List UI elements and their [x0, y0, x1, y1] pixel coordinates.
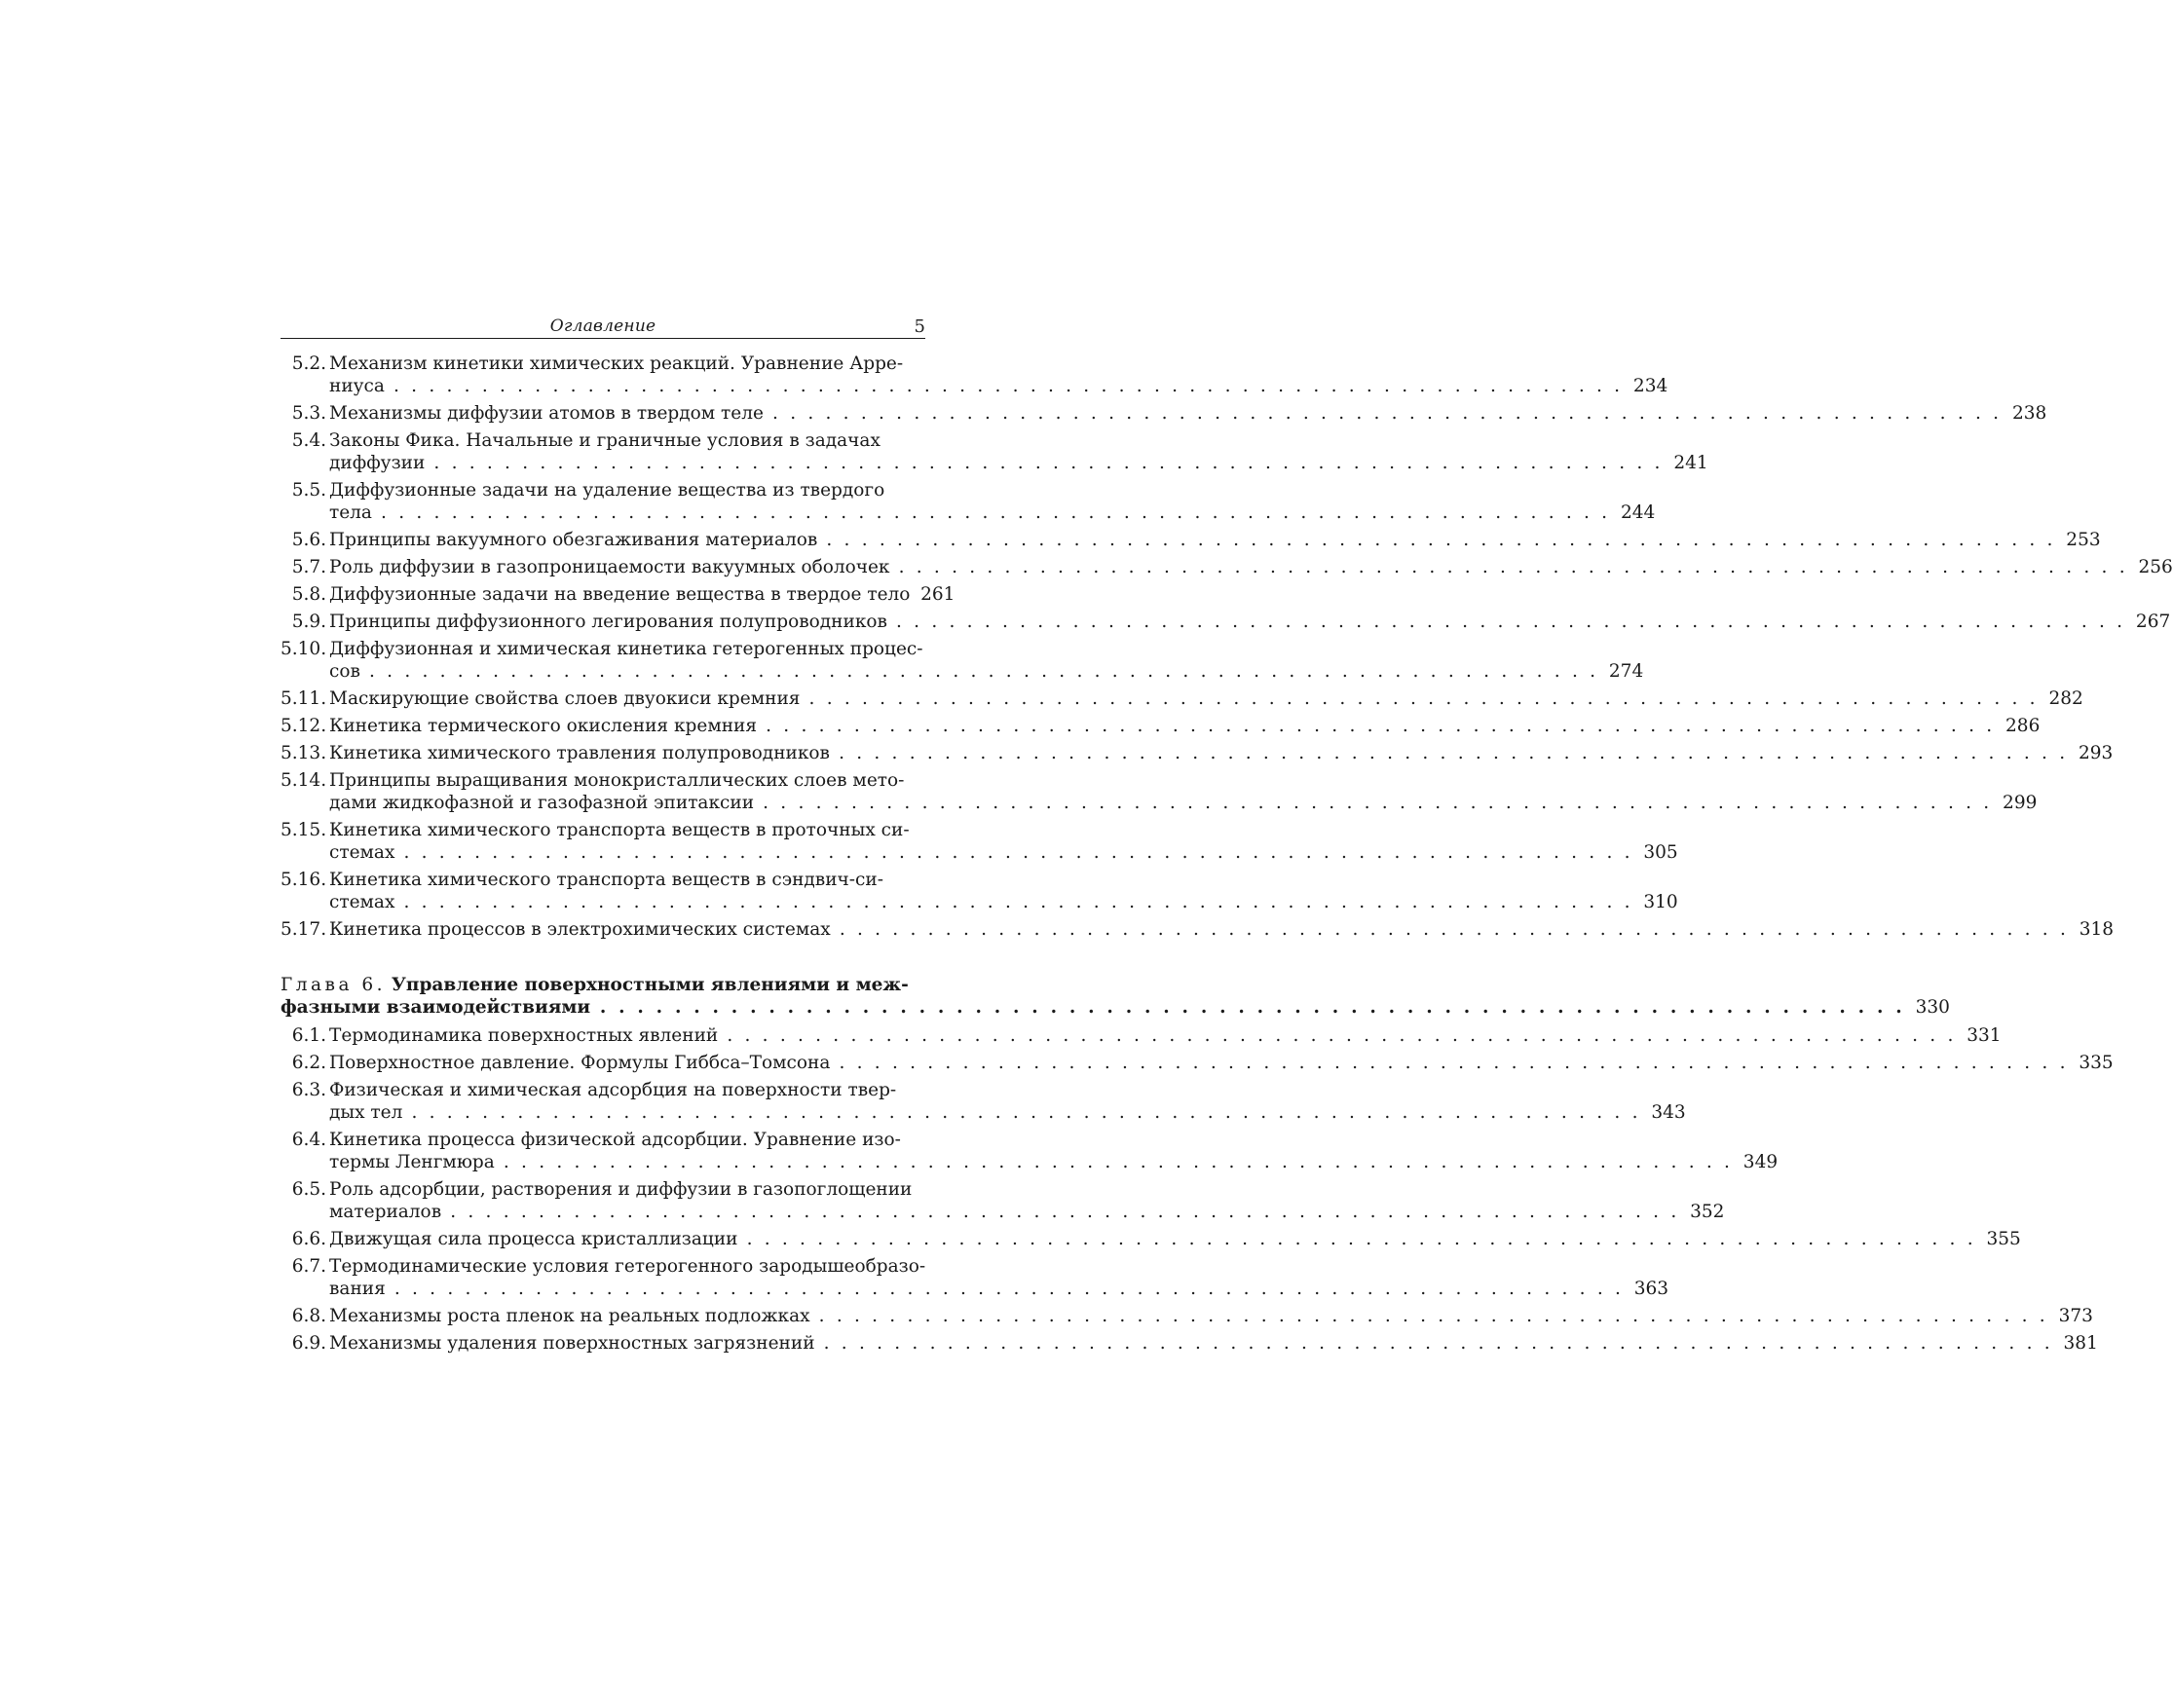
toc-entry-title-line: Механизмы диффузии атомов в твердом теле . . . [329, 402, 2002, 425]
toc-entry-number: 5.12. [281, 716, 327, 736]
chapter-heading[interactable] [281, 974, 1950, 1019]
toc-entry-number: 5.15. [281, 820, 327, 840]
running-header [281, 316, 925, 339]
toc-entry-number: 6.2. [291, 1053, 326, 1073]
toc-entry-number: 5.9. [291, 612, 326, 632]
toc-entry[interactable] [281, 1332, 2098, 1355]
toc-entry[interactable] [281, 1178, 1725, 1223]
toc-entry-title-line: тела . . . [329, 501, 1610, 524]
toc-entry-page: 373 [2058, 1306, 2093, 1326]
toc-entry-number: 5.3. [291, 403, 326, 424]
toc-entry-number: 6.3. [291, 1080, 326, 1100]
toc-entry[interactable] [281, 1305, 2093, 1327]
toc-entry-title-line: Кинетика термического окисления кремния . . . [329, 715, 1995, 737]
toc-entry[interactable] [281, 1052, 2114, 1074]
toc-entry-page: 355 [1986, 1229, 2021, 1249]
toc-entry[interactable] [281, 769, 2038, 814]
toc-entry-title-line: стемах . . . [329, 841, 1633, 864]
toc-entry-page: 349 [1742, 1152, 1779, 1172]
toc-entry-number: 5.10. [281, 639, 327, 659]
toc-entry-number: 5.13. [281, 743, 327, 763]
chapter-page: 330 [1915, 997, 1950, 1018]
toc-entry[interactable] [281, 687, 2083, 710]
toc-entry[interactable] [281, 1129, 1779, 1173]
toc-entry-title-line: Механизмы удаления поверхностных загрязнений . . . [329, 1332, 2053, 1355]
toc-entry-number: 6.6. [291, 1229, 326, 1249]
toc-entry-title-line: Термодинамика поверхностных явлений . . . [329, 1024, 1957, 1047]
toc-entry-page: 363 [1633, 1279, 1669, 1299]
toc-entry[interactable] [281, 1228, 2021, 1250]
toc-entry[interactable] [281, 638, 1644, 683]
toc-entry-title-line: ниуса . . . [329, 375, 1623, 397]
toc-entry-title-line: Поверхностное давление. Формулы Гиббса–Томсона . . . [329, 1052, 2069, 1074]
toc-entry-page: 381 [2063, 1333, 2098, 1354]
toc-entry-title-line: термы Ленгмюра . . . [329, 1151, 1733, 1173]
toc-entry-number: 5.6. [291, 530, 326, 550]
toc-entry-page: 305 [1643, 842, 1678, 863]
toc-entry-number: 6.8. [291, 1306, 326, 1326]
toc-entry-title-line: дых тел . . . [329, 1101, 1641, 1124]
toc-entry-title-line: Кинетика химического травления полупроводников . . . [329, 742, 2068, 764]
toc-entry-page: 310 [1643, 892, 1678, 912]
running-header-title: Оглавление [549, 316, 656, 336]
toc-entry-number: 5.5. [291, 480, 326, 501]
toc-entry-title-line: материалов . . . [329, 1201, 1679, 1223]
toc-entry-page: 256 [2138, 557, 2173, 577]
toc-entry-title-line: Термодинамические условия гетерогенного зародышеобразо- [329, 1256, 926, 1277]
toc-entry[interactable] [281, 1024, 2002, 1047]
toc-entry[interactable] [281, 402, 2047, 425]
toc-entry-page: 343 [1651, 1102, 1686, 1123]
toc-entry-page: 261 [920, 584, 955, 605]
toc-entry-title-line: диффузии . . . [329, 452, 1664, 474]
toc-entry-page: 253 [2066, 530, 2101, 550]
toc-entry[interactable] [281, 429, 1708, 474]
toc-entry[interactable] [281, 1255, 1669, 1300]
toc-entry-title-line: Принципы диффузионного легирования полупроводников . . . [329, 611, 2125, 633]
toc-entry[interactable] [281, 479, 1656, 524]
toc-entry-title-line: Маскирующие свойства слоев двуокиси кремния . . . [329, 687, 2039, 710]
toc-entry-title-line: Законы Фика. Начальные и граничные условия в задачах [329, 430, 880, 451]
toc-entry[interactable] [281, 611, 2171, 633]
toc-entry-number: 5.8. [291, 584, 326, 605]
toc-entry-page: 274 [1608, 661, 1644, 682]
toc-entry-page: 286 [2005, 716, 2041, 736]
toc-entry-title-line: стемах . . . [329, 891, 1633, 913]
toc-entry-number: 6.7. [291, 1256, 326, 1277]
toc-entry-number: 5.16. [281, 870, 327, 890]
toc-entry[interactable] [281, 556, 2173, 578]
toc-entry-title-line: Механизм кинетики химических реакций. Уравнение Арре- [329, 353, 904, 374]
toc-entry-number: 6.5. [291, 1179, 326, 1200]
toc-entry-page: 282 [2048, 688, 2083, 709]
chapter-title-line: Управление поверхностными явлениями и меж- [391, 975, 909, 995]
toc-entry-number: 5.2. [291, 353, 326, 374]
toc-entry-number: 5.17. [281, 919, 327, 940]
table-of-contents [281, 353, 2173, 1359]
toc-entry-title-line: Физическая и химическая адсорбция на поверхности твер- [329, 1080, 897, 1100]
toc-entry[interactable] [281, 869, 1678, 913]
toc-entry[interactable] [281, 529, 2101, 551]
toc-entry-page: 267 [2135, 612, 2171, 632]
toc-entry-page: 335 [2079, 1053, 2114, 1073]
toc-entry[interactable] [281, 742, 2114, 764]
toc-entry-title-line: Диффузионные задачи на удаление вещества из твердого [329, 480, 885, 501]
toc-entry-page: 238 [2011, 403, 2047, 424]
toc-entry-title-line: Роль адсорбции, растворения и диффузии в газопоглощении [329, 1179, 913, 1200]
toc-entry-page: 318 [2079, 919, 2115, 940]
toc-entry-title-line: Диффузионные задачи на введение вещества в твердое тело [329, 584, 911, 605]
toc-entry-title-line: сов . . . [329, 660, 1598, 683]
toc-entry-title-line: Кинетика процесса физической адсорбции. Уравнение изо- [329, 1130, 901, 1150]
toc-entry-page: 299 [2003, 793, 2038, 813]
toc-entry-page: 234 [1632, 376, 1668, 396]
toc-entry-number: 5.4. [291, 430, 326, 451]
toc-entry-number: 5.7. [291, 557, 326, 577]
running-header-page-number: 5 [914, 316, 925, 337]
toc-entry[interactable] [281, 819, 1678, 864]
toc-entry-number: 6.9. [291, 1333, 326, 1354]
chapter-label: Глава 6. [281, 975, 387, 995]
toc-entry-page: 331 [1967, 1025, 2002, 1046]
toc-entry-title-line: Принципы вакуумного обезгаживания материалов . . . [329, 529, 2056, 551]
toc-entry[interactable] [281, 715, 2041, 737]
toc-entry-number: 5.11. [281, 688, 327, 709]
toc-entry-title-line: Принципы выращивания монокристаллических слоев мето- [329, 770, 905, 791]
toc-entry-title-line: дами жидкофазной и газофазной эпитаксии . . . [329, 792, 1992, 814]
toc-entry[interactable] [281, 918, 2115, 941]
toc-entry-title-line: Роль диффузии в газопроницаемости вакуумных оболочек . . . [329, 556, 2128, 578]
toc-entry[interactable] [281, 583, 955, 606]
chapter-title-line: фазными взаимодействиями . . . [281, 996, 1905, 1019]
toc-entry-page: 241 [1673, 453, 1708, 473]
toc-entry-title-line: Кинетика химического транспорта веществ в сэндвич-си- [329, 870, 883, 890]
toc-entry-title-line: Кинетика химического транспорта веществ в проточных си- [329, 820, 910, 840]
toc-entry-title-line: вания . . . [329, 1278, 1624, 1300]
toc-entry-page: 293 [2078, 743, 2114, 763]
toc-entry[interactable] [281, 1079, 1686, 1124]
toc-entry-number: 6.4. [291, 1130, 326, 1150]
toc-entry-title-line: Движущая сила процесса кристаллизации . . . [329, 1228, 1976, 1250]
toc-entry-title-line: Кинетика процессов в электрохимических системах . . . [329, 918, 2069, 941]
toc-entry-title-line: Диффузионная и химическая кинетика гетерогенных процес- [329, 639, 923, 659]
toc-entry[interactable] [281, 353, 1668, 397]
toc-entry-page: 352 [1690, 1202, 1725, 1222]
toc-entry-number: 5.14. [281, 770, 327, 791]
toc-entry-number: 6.1. [291, 1025, 326, 1046]
toc-entry-title-line: Механизмы роста пленок на реальных подложках . . . [329, 1305, 2048, 1327]
toc-entry-page: 244 [1620, 502, 1656, 523]
